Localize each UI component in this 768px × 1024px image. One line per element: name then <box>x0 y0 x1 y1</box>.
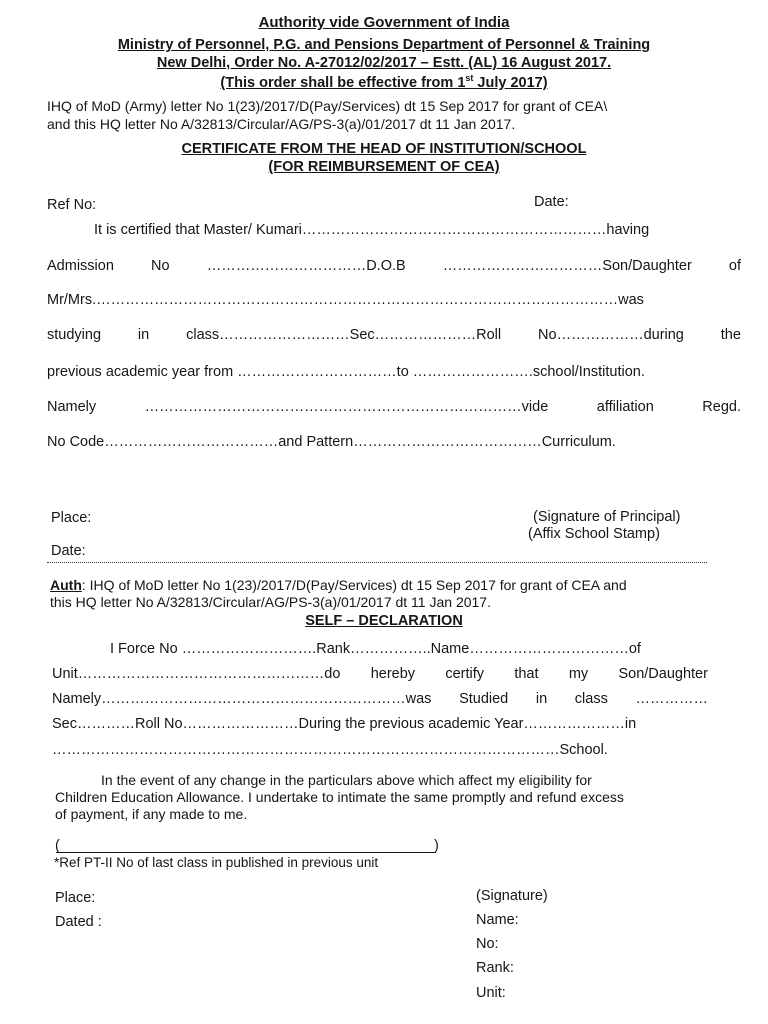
cert-line-6-w3: affiliation <box>596 399 654 415</box>
decl-line-2-w3: certify <box>445 666 485 682</box>
auth-line-1 <box>50 577 627 593</box>
signature-underline <box>56 852 436 853</box>
header-authority: Authority vide Government of India <box>258 14 510 31</box>
cert-line-4-w2: in <box>137 327 150 343</box>
place-label: Place: <box>51 510 92 526</box>
decl-rank-label: Rank: <box>476 960 514 976</box>
cert-line-4-w1: studying <box>47 327 102 343</box>
header-ministry: Ministry of Personnel, P.G. and Pensions Department of Personnel & Training <box>117 37 651 53</box>
decl-line-2-w6: Son/Daughter <box>618 666 708 682</box>
decl-no-label: No: <box>476 936 499 952</box>
decl-para-line-2: Children Education Allowance. I undertake to intimate the same promptly and refund excess <box>55 789 624 805</box>
header-order: New Delhi, Order No. A-27012/02/2017 – Estt. (AL) 16 August 2017. <box>156 55 612 71</box>
header-effective-pre: (This order shall be effective from 1 <box>220 74 466 91</box>
decl-line-3-w2: Studied <box>459 691 509 707</box>
decl-dated-label: Dated : <box>55 914 102 930</box>
decl-line-3-w1: Namely………………………………………………………was <box>52 691 432 707</box>
school-stamp-label: (Affix School Stamp) <box>528 526 660 542</box>
ref-no-label: Ref No: <box>47 197 97 213</box>
decl-line-1: I Force No ……………………….Rank……………..Name……………………………of <box>110 641 641 657</box>
decl-line-3 <box>52 691 708 707</box>
ref-pt-footnote: *Ref PT-II No of last class in published in previous unit <box>54 855 379 870</box>
cert-line-2-w1: Admission <box>47 258 114 274</box>
cert-line-4-w5: the <box>720 327 741 343</box>
cert-line-6-w2: ……………………………………………………………………vide <box>144 399 549 415</box>
declaration-title: SELF – DECLARATION <box>305 613 463 629</box>
cert-line-4-w4: No………………during <box>538 327 684 343</box>
paren-close: ) <box>434 838 439 854</box>
auth-text-1: : IHQ of MoD letter No 1(23)/2017/D(Pay/Services) dt 15 Sep 2017 for grant of CEA and <box>81 577 627 593</box>
cert-line-6-w4: Regd. <box>702 399 741 415</box>
ref-text-line1: IHQ of MoD (Army) letter No 1(23)/2017/D(Pay/Services) dt 15 Sep 2017 for grant of CEA\ <box>47 98 608 114</box>
ref-text-line2: and this HQ letter No A/32813/Circular/AG/PS-3(a)/01/2017 dt 11 Jan 2017. <box>47 116 516 132</box>
cert-line-2-w5: of <box>728 258 741 274</box>
decl-line-2-w1: Unit……………………………………………do <box>52 666 341 682</box>
cert-line-6-w1: Namely <box>47 399 97 415</box>
header-effective <box>0 73 768 91</box>
cert-line-2-w2: No <box>151 258 170 274</box>
cert-line-6 <box>47 399 741 415</box>
decl-line-2-w2: hereby <box>370 666 416 682</box>
decl-unit-label: Unit: <box>476 985 506 1001</box>
decl-line-3-w4: class <box>574 691 608 707</box>
decl-name-label: Name: <box>476 912 519 928</box>
separator-dotted <box>47 562 707 563</box>
decl-signature-label: (Signature) <box>476 888 548 904</box>
auth-label: Auth <box>50 577 82 593</box>
date-label-2: Date: <box>51 543 86 559</box>
cert-line-4-w3: class………………………Sec…………………Roll <box>186 327 502 343</box>
cert-line-3: Mr/Mrs.………………………………………………………………………………………………was <box>47 292 644 308</box>
header-effective-sup: st <box>465 73 474 83</box>
decl-line-2 <box>52 666 708 682</box>
decl-place-label: Place: <box>55 890 96 906</box>
cert-line-4 <box>47 327 741 343</box>
principal-signature-label: (Signature of Principal) <box>533 509 681 525</box>
auth-line-2: this HQ letter No A/32813/Circular/AG/PS-3(a)/01/2017 dt 11 Jan 2017. <box>50 594 491 610</box>
certificate-title: CERTIFICATE FROM THE HEAD OF INSTITUTION/SCHOOL <box>181 141 587 157</box>
certificate-subtitle: (FOR REIMBURSEMENT OF CEA) <box>268 159 500 175</box>
cert-line-2 <box>47 258 741 274</box>
header-effective-post: July 2017) <box>473 74 548 91</box>
cert-line-1: It is certified that Master/ Kumari………………………………………………………having <box>94 222 650 238</box>
decl-line-5: ……………………………………………………………………………………………School. <box>52 742 608 758</box>
decl-para-line-1: In the event of any change in the particulars above which affect my eligibility for <box>101 772 592 788</box>
decl-para-line-3: of payment, if any made to me. <box>55 806 248 822</box>
decl-line-3-w5: …………… <box>635 691 708 707</box>
decl-line-3-w3: in <box>535 691 548 707</box>
cert-line-2-w3: ……………………………D.O.B <box>206 258 406 274</box>
paren-open: ( <box>55 838 60 854</box>
decl-line-4: Sec…………Roll No……………………During the previous academic Year…………………in <box>52 716 637 732</box>
decl-line-2-w4: that <box>514 666 539 682</box>
cert-line-2-w4: ……………………………Son/Daughter <box>442 258 692 274</box>
cert-line-5: previous academic year from ……………………………to …………………….school/Institution. <box>47 364 645 380</box>
cert-line-7: No Code………………………………and Pattern…………………………………Curriculum. <box>47 434 616 450</box>
date-label: Date: <box>534 194 569 210</box>
decl-line-2-w5: my <box>568 666 589 682</box>
